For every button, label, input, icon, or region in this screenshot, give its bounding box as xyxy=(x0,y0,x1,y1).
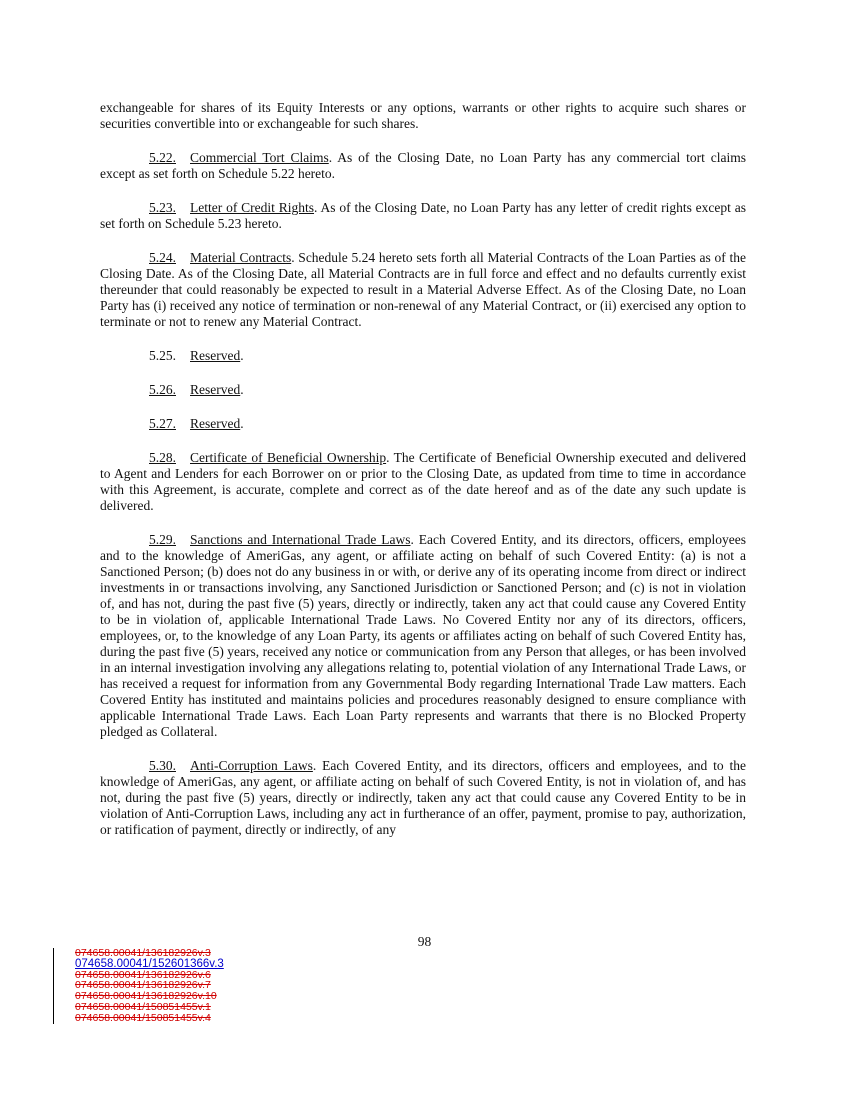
document-body xyxy=(100,100,746,856)
section-text: . The Certificate of Beneficial Ownership executed and delivered to Agent and Lenders for each Borrower on or prior to the Closing Date, as updated from time to time in accordance with this Agreement, is accurate, complete and correct as of the date hereof and as of the date any such update is delivered. xyxy=(100,450,746,513)
section-title: Certificate of Beneficial Ownership xyxy=(190,450,387,465)
section-title: Material Contracts xyxy=(190,250,292,265)
doc-id-deleted: 074658.00041/136182926v.6 xyxy=(75,968,211,981)
section-number: 5.22. xyxy=(149,150,176,165)
section-text: . As of the Closing Date, no Loan Party has any letter of credit rights except as set forth on Schedule 5.23 hereto. xyxy=(100,200,746,231)
section-number: 5.30. xyxy=(149,758,176,773)
section-number: 5.26. xyxy=(149,382,176,397)
section-number: 5.27. xyxy=(149,416,176,431)
section-5-27 xyxy=(149,416,746,432)
section-text: . Each Covered Entity, and its directors, officers and employees, and to the knowledge of AmeriGas, any agent, or affiliate acting on behalf of such Covered Entity, is not in violation of, and has not, during the past five (5) years, directly or indirectly, taken any act that could cause any Covered Entity to be in violation of Anti-Corruption Laws, including any act in furtherance of an offer, payment, promise to pay, authorization, or ratification of payment, directly or indirectly, of any xyxy=(100,758,746,837)
doc-id-deleted: 074658.00041/150851455v.1 xyxy=(75,1000,211,1013)
section-text: . xyxy=(240,348,244,363)
section-title: Reserved xyxy=(190,348,241,363)
section-text: . xyxy=(240,416,244,431)
section-number: 5.25. xyxy=(149,348,176,363)
section-number: 5.28. xyxy=(149,450,176,465)
section-title: Reserved xyxy=(190,382,241,397)
section-5-28 xyxy=(100,450,746,514)
section-number: 5.24. xyxy=(149,250,176,265)
section-5-25 xyxy=(149,348,746,364)
section-title: Anti-Corruption Laws xyxy=(190,758,313,773)
document-id-footer xyxy=(53,948,224,1024)
section-text: . Schedule 5.24 hereto sets forth all Material Contracts of the Loan Parties as of the Closing Date. As of the Closing Date, all Material Contracts are in full force and effect and no defaults currently exist thereunder that could reasonably be expected to result in a Material Adverse Effect. As of the Closing Date, no Loan Party has (i) received any notice of termination or non-renewal of any Material Contract, or (ii) exercised any option to terminate or not to renew any Material Contract. xyxy=(100,250,747,329)
section-title: Commercial Tort Claims xyxy=(190,150,329,165)
doc-id-deleted: 074658.00041/136182926v.3 xyxy=(75,947,211,959)
section-number: 5.29. xyxy=(149,532,176,547)
section-title: Letter of Credit Rights xyxy=(190,200,315,215)
section-title: Sanctions and International Trade Laws xyxy=(190,532,411,547)
section-5-29 xyxy=(100,532,746,740)
section-5-22 xyxy=(100,150,746,182)
section-5-23 xyxy=(100,200,746,232)
intro-paragraph: exchangeable for shares of its Equity Interests or any options, warrants or other rights to acquire such shares or securities convertible into or exchangeable for such shares. xyxy=(100,100,746,131)
doc-id-deleted: 074658.00041/136182926v.7 xyxy=(75,979,211,992)
section-text: . As of the Closing Date, no Loan Party has any commercial tort claims except as set forth on Schedule 5.22 hereto. xyxy=(100,150,746,181)
doc-id-deleted: 074658.00041/136182926v.10 xyxy=(75,990,217,1003)
section-5-26 xyxy=(149,382,746,398)
section-5-24 xyxy=(100,250,746,330)
section-text: . Each Covered Entity, and its directors, officers, employees and to the knowledge of AmeriGas, any agent, or affiliate acting on behalf of such Covered Entity: (a) is not a Sanctioned Person; (b) does not do any business in or with, or derive any of its operating income from direct or indirect investments in or transactions involving, any Sanctioned Jurisdiction or Sanctioned Person; and (c) is not in violation of, and has not, during the past five (5) years, directly or indirectly, taken any act that could cause any Covered Entity to be in violation of, applicable International Trade Laws. No Covered Entity nor any of its directors, officers, employees, or, to the knowledge of any Loan Party, its agents or affiliates acting on behalf of such Covered Entity has, during the past five (5) years, received any notice or communication from any Person that alleges, or has been involved in an internal investigation involving any allegations relating to, potential violation of any International Trade Laws, or has received a request for information from any Governmental Body regarding International Trade Law matters. Each Covered Entity has instituted and maintains policies and procedures reasonably designed to ensure compliance with applicable International Trade Laws. Each Loan Party represents and warrants that there is no Blocked Property pledged as Collateral. xyxy=(100,532,746,739)
doc-id-inserted: 074658.00041/152601366v.3 xyxy=(75,957,224,970)
doc-id-deleted: 074658.00041/150851455v.4 xyxy=(75,1011,211,1024)
page-number: 98 xyxy=(417,934,432,949)
section-number: 5.23. xyxy=(149,200,176,215)
section-5-30 xyxy=(100,758,746,838)
section-text: . xyxy=(240,382,244,397)
section-title: Reserved xyxy=(190,416,241,431)
